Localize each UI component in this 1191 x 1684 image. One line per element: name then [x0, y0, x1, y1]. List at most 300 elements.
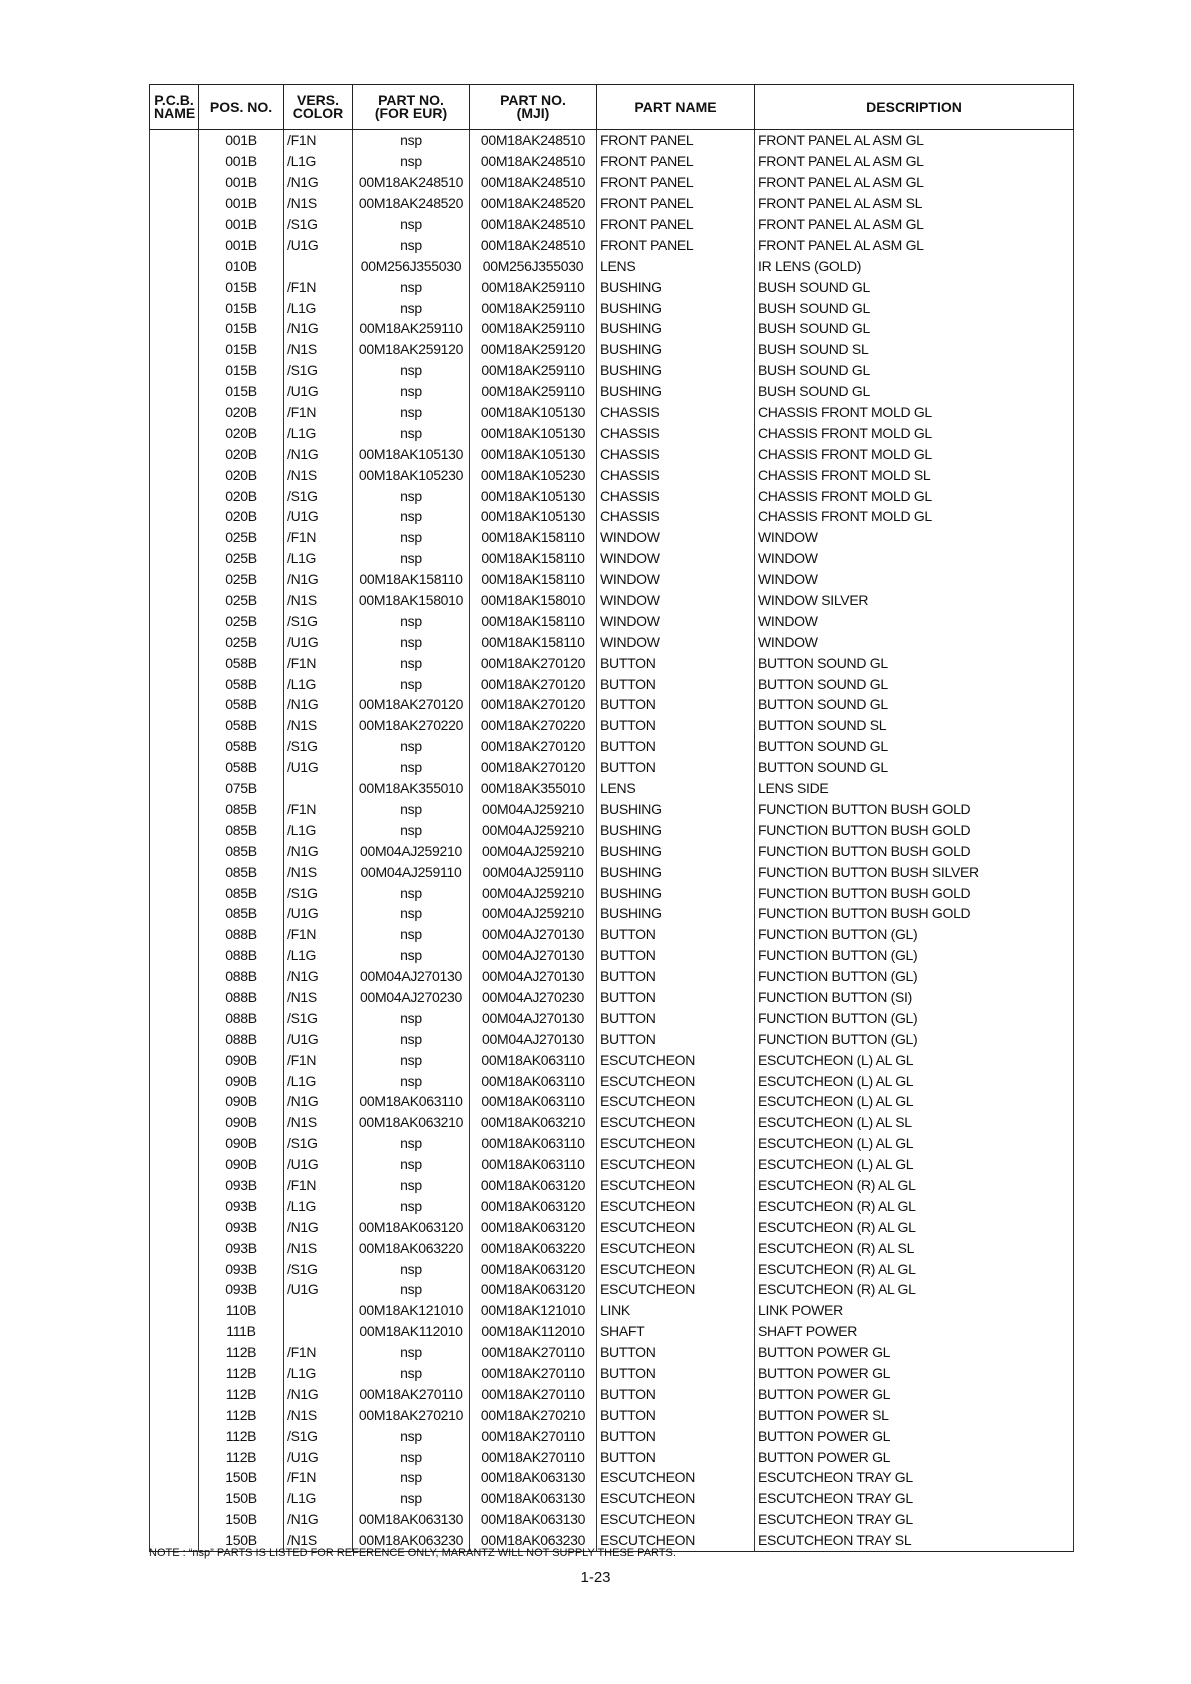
cell-vers-color: /L1G — [284, 422, 353, 443]
table-row — [150, 381, 1074, 402]
cell-part-no-eur: 00M18AK248510 — [353, 172, 470, 193]
cell-part-no-eur: nsp — [353, 234, 470, 255]
cell-pcb-name — [150, 151, 199, 172]
cell-pcb-name — [150, 1509, 199, 1530]
cell-pcb-name — [150, 443, 199, 464]
cell-part-no-mji: 00M18AK270210 — [470, 1404, 597, 1425]
cell-part-name: BUSHING — [597, 861, 755, 882]
cell-description: ESCUTCHEON (R) AL GL — [755, 1279, 1074, 1300]
cell-part-no-mji: 00M18AK158110 — [470, 610, 597, 631]
cell-pcb-name — [150, 1404, 199, 1425]
cell-pos-no: 025B — [199, 631, 284, 652]
cell-part-name: FRONT PANEL — [597, 151, 755, 172]
cell-part-no-mji: 00M18AK158110 — [470, 631, 597, 652]
cell-part-name: CHASSIS — [597, 485, 755, 506]
cell-part-no-mji: 00M18AK112010 — [470, 1321, 597, 1342]
cell-pcb-name — [150, 903, 199, 924]
cell-part-no-mji: 00M18AK105130 — [470, 402, 597, 423]
cell-part-no-eur: 00M18AK270120 — [353, 694, 470, 715]
cell-part-no-eur: nsp — [353, 1279, 470, 1300]
cell-pcb-name — [150, 1363, 199, 1384]
cell-pcb-name — [150, 1237, 199, 1258]
cell-vers-color: /N1G — [284, 840, 353, 861]
cell-description: ESCUTCHEON TRAY GL — [755, 1488, 1074, 1509]
cell-pcb-name — [150, 1300, 199, 1321]
cell-part-no-eur: nsp — [353, 1446, 470, 1467]
cell-vers-color: /U1G — [284, 1279, 353, 1300]
cell-part-name: ESCUTCHEON — [597, 1049, 755, 1070]
cell-part-no-mji: 00M18AK063230 — [470, 1530, 597, 1551]
cell-part-no-mji: 00M18AK270120 — [470, 652, 597, 673]
cell-part-no-eur: 00M18AK259110 — [353, 318, 470, 339]
cell-part-no-eur: 00M04AJ259210 — [353, 840, 470, 861]
cell-description: WINDOW — [755, 631, 1074, 652]
table-row — [150, 610, 1074, 631]
cell-part-name: BUTTON — [597, 715, 755, 736]
cell-pos-no: 088B — [199, 1028, 284, 1049]
cell-description: BUTTON SOUND GL — [755, 673, 1074, 694]
cell-vers-color: /S1G — [284, 610, 353, 631]
table-row — [150, 1279, 1074, 1300]
cell-description: ESCUTCHEON (R) AL GL — [755, 1216, 1074, 1237]
cell-vers-color: /F1N — [284, 924, 353, 945]
cell-pos-no: 001B — [199, 193, 284, 214]
table-row — [150, 130, 1074, 151]
cell-description: LENS SIDE — [755, 778, 1074, 799]
cell-description: SHAFT POWER — [755, 1321, 1074, 1342]
cell-part-no-mji: 00M18AK121010 — [470, 1300, 597, 1321]
cell-description: BUTTON SOUND GL — [755, 757, 1074, 778]
cell-part-name: CHASSIS — [597, 402, 755, 423]
table-row — [150, 799, 1074, 820]
cell-part-no-mji: 00M18AK063130 — [470, 1509, 597, 1530]
cell-pcb-name — [150, 1321, 199, 1342]
cell-pos-no: 058B — [199, 652, 284, 673]
cell-vers-color: /U1G — [284, 631, 353, 652]
cell-pcb-name — [150, 360, 199, 381]
cell-part-no-eur: 00M256J355030 — [353, 255, 470, 276]
cell-part-name: WINDOW — [597, 631, 755, 652]
table-row — [150, 590, 1074, 611]
footnote: NOTE : “nsp” PARTS IS LISTED FOR REFERENCE ONLY, MARANTZ WILL NOT SUPPLY THESE PARTS. — [149, 1547, 676, 1559]
table-row — [150, 172, 1074, 193]
cell-part-name: BUTTON — [597, 945, 755, 966]
cell-part-name: ESCUTCHEON — [597, 1091, 755, 1112]
cell-pos-no: 112B — [199, 1342, 284, 1363]
cell-vers-color: /U1G — [284, 1154, 353, 1175]
cell-part-no-mji: 00M18AK270110 — [470, 1383, 597, 1404]
table-row — [150, 987, 1074, 1008]
cell-part-no-eur: nsp — [353, 1133, 470, 1154]
cell-part-name: BUTTON — [597, 673, 755, 694]
cell-pos-no: 090B — [199, 1133, 284, 1154]
cell-part-name: WINDOW — [597, 548, 755, 569]
table-row — [150, 778, 1074, 799]
cell-part-name: WINDOW — [597, 527, 755, 548]
cell-vers-color: /S1G — [284, 882, 353, 903]
table-row — [150, 1467, 1074, 1488]
cell-pcb-name — [150, 1342, 199, 1363]
cell-part-no-mji: 00M18AK259110 — [470, 318, 597, 339]
cell-part-name: BUTTON — [597, 757, 755, 778]
cell-pcb-name — [150, 1049, 199, 1070]
cell-part-no-mji: 00M04AJ270130 — [470, 966, 597, 987]
cell-pos-no: 058B — [199, 757, 284, 778]
cell-vers-color — [284, 778, 353, 799]
table-row — [150, 1070, 1074, 1091]
cell-description: BUTTON SOUND GL — [755, 652, 1074, 673]
cell-pcb-name — [150, 1195, 199, 1216]
cell-part-no-eur: nsp — [353, 1258, 470, 1279]
table-row — [150, 1216, 1074, 1237]
cell-part-no-mji: 00M18AK063130 — [470, 1467, 597, 1488]
cell-pos-no: 058B — [199, 715, 284, 736]
cell-part-no-eur: 00M04AJ270130 — [353, 966, 470, 987]
cell-pcb-name — [150, 1425, 199, 1446]
cell-description: CHASSIS FRONT MOLD GL — [755, 485, 1074, 506]
cell-pcb-name — [150, 193, 199, 214]
cell-part-no-mji: 00M18AK270120 — [470, 757, 597, 778]
cell-description: BUSH SOUND GL — [755, 297, 1074, 318]
cell-part-no-eur: 00M18AK105130 — [353, 443, 470, 464]
table-row — [150, 1112, 1074, 1133]
table-row — [150, 1091, 1074, 1112]
cell-pos-no: 020B — [199, 443, 284, 464]
table-row — [150, 924, 1074, 945]
cell-part-name: BUSHING — [597, 903, 755, 924]
cell-part-name: LINK — [597, 1300, 755, 1321]
cell-part-no-eur: nsp — [353, 1007, 470, 1028]
cell-part-name: BUTTON — [597, 966, 755, 987]
cell-pcb-name — [150, 987, 199, 1008]
cell-vers-color: /U1G — [284, 1028, 353, 1049]
table-row — [150, 1007, 1074, 1028]
cell-pcb-name — [150, 610, 199, 631]
header-description: DESCRIPTION — [755, 85, 1074, 130]
cell-vers-color: /N1S — [284, 1404, 353, 1425]
cell-part-name: ESCUTCHEON — [597, 1467, 755, 1488]
cell-part-no-mji: 00M18AK158110 — [470, 527, 597, 548]
cell-pos-no: 112B — [199, 1383, 284, 1404]
cell-vers-color: /N1S — [284, 1112, 353, 1133]
cell-vers-color: /L1G — [284, 673, 353, 694]
cell-part-name: BUTTON — [597, 1446, 755, 1467]
cell-description: FUNCTION BUTTON BUSH GOLD — [755, 903, 1074, 924]
cell-part-no-mji: 00M18AK105130 — [470, 443, 597, 464]
cell-description: FUNCTION BUTTON (GL) — [755, 945, 1074, 966]
cell-description: FRONT PANEL AL ASM GL — [755, 172, 1074, 193]
cell-part-no-mji: 00M18AK063210 — [470, 1112, 597, 1133]
cell-pos-no: 112B — [199, 1446, 284, 1467]
cell-pcb-name — [150, 694, 199, 715]
table-row — [150, 736, 1074, 757]
cell-pcb-name — [150, 1175, 199, 1196]
cell-pos-no: 025B — [199, 527, 284, 548]
cell-part-no-eur: 00M18AK270220 — [353, 715, 470, 736]
table-row — [150, 214, 1074, 235]
table-row — [150, 1425, 1074, 1446]
cell-pcb-name — [150, 736, 199, 757]
cell-description: BUTTON POWER GL — [755, 1383, 1074, 1404]
cell-pos-no: 025B — [199, 590, 284, 611]
cell-pos-no: 150B — [199, 1530, 284, 1551]
cell-description: ESCUTCHEON (L) AL GL — [755, 1154, 1074, 1175]
cell-part-name: CHASSIS — [597, 506, 755, 527]
cell-vers-color: /F1N — [284, 1175, 353, 1196]
cell-description: FUNCTION BUTTON (GL) — [755, 924, 1074, 945]
cell-part-no-mji: 00M18AK063120 — [470, 1279, 597, 1300]
cell-pos-no: 111B — [199, 1321, 284, 1342]
table-row — [150, 1133, 1074, 1154]
cell-vers-color: /U1G — [284, 381, 353, 402]
cell-part-name: ESCUTCHEON — [597, 1258, 755, 1279]
cell-part-name: BUTTON — [597, 924, 755, 945]
cell-vers-color: /S1G — [284, 1425, 353, 1446]
table-row — [150, 1321, 1074, 1342]
cell-pos-no: 015B — [199, 318, 284, 339]
cell-vers-color: /S1G — [284, 1007, 353, 1028]
cell-pcb-name — [150, 819, 199, 840]
cell-pos-no: 058B — [199, 694, 284, 715]
cell-pcb-name — [150, 130, 199, 151]
table-row — [150, 966, 1074, 987]
cell-vers-color: /F1N — [284, 1467, 353, 1488]
cell-part-no-eur: nsp — [353, 381, 470, 402]
cell-pos-no: 088B — [199, 966, 284, 987]
cell-part-no-mji: 00M18AK158110 — [470, 569, 597, 590]
cell-part-name: WINDOW — [597, 610, 755, 631]
cell-part-name: BUTTON — [597, 694, 755, 715]
cell-description: FRONT PANEL AL ASM SL — [755, 193, 1074, 214]
parts-list-sheet — [149, 84, 1073, 1552]
cell-part-no-mji: 00M18AK248510 — [470, 234, 597, 255]
cell-vers-color: /U1G — [284, 1446, 353, 1467]
cell-pcb-name — [150, 966, 199, 987]
cell-vers-color: /N1S — [284, 193, 353, 214]
table-row — [150, 318, 1074, 339]
table-row — [150, 506, 1074, 527]
table-row — [150, 151, 1074, 172]
cell-part-name: BUSHING — [597, 360, 755, 381]
cell-part-name: LENS — [597, 255, 755, 276]
cell-part-no-eur: nsp — [353, 903, 470, 924]
cell-vers-color — [284, 1321, 353, 1342]
cell-vers-color: /L1G — [284, 1195, 353, 1216]
cell-part-name: FRONT PANEL — [597, 193, 755, 214]
cell-part-no-mji: 00M04AJ259210 — [470, 819, 597, 840]
cell-part-no-mji: 00M04AJ259210 — [470, 840, 597, 861]
cell-pcb-name — [150, 569, 199, 590]
header-pcb-name — [150, 85, 199, 130]
cell-part-no-mji: 00M18AK063120 — [470, 1258, 597, 1279]
cell-description: ESCUTCHEON (R) AL GL — [755, 1258, 1074, 1279]
cell-pcb-name — [150, 757, 199, 778]
cell-part-no-eur: nsp — [353, 610, 470, 631]
cell-part-name: BUTTON — [597, 1028, 755, 1049]
cell-part-no-eur: 00M18AK112010 — [353, 1321, 470, 1342]
table-row — [150, 861, 1074, 882]
cell-part-name: BUSHING — [597, 799, 755, 820]
cell-description: FUNCTION BUTTON BUSH GOLD — [755, 819, 1074, 840]
cell-vers-color: /N1G — [284, 1091, 353, 1112]
cell-part-no-mji: 00M18AK259110 — [470, 360, 597, 381]
cell-pos-no: 001B — [199, 172, 284, 193]
cell-description: FUNCTION BUTTON BUSH SILVER — [755, 861, 1074, 882]
cell-pcb-name — [150, 1446, 199, 1467]
cell-part-name: ESCUTCHEON — [597, 1530, 755, 1551]
cell-pcb-name — [150, 1216, 199, 1237]
cell-pcb-name — [150, 945, 199, 966]
cell-pos-no: 025B — [199, 548, 284, 569]
cell-part-no-eur: 00M18AK158010 — [353, 590, 470, 611]
cell-part-no-mji: 00M18AK259120 — [470, 339, 597, 360]
cell-part-no-eur: nsp — [353, 882, 470, 903]
table-row — [150, 1488, 1074, 1509]
cell-pos-no: 010B — [199, 255, 284, 276]
cell-vers-color: /N1S — [284, 715, 353, 736]
cell-vers-color: /N1S — [284, 590, 353, 611]
cell-pos-no: 085B — [199, 861, 284, 882]
cell-part-no-eur: 00M18AK063130 — [353, 1509, 470, 1530]
cell-description: ESCUTCHEON (L) AL GL — [755, 1070, 1074, 1091]
cell-pos-no: 150B — [199, 1509, 284, 1530]
table-row — [150, 757, 1074, 778]
cell-part-no-eur: nsp — [353, 276, 470, 297]
cell-pcb-name — [150, 840, 199, 861]
cell-description: FUNCTION BUTTON BUSH GOLD — [755, 840, 1074, 861]
cell-pos-no: 058B — [199, 736, 284, 757]
cell-description: FRONT PANEL AL ASM GL — [755, 151, 1074, 172]
cell-part-no-mji: 00M04AJ270230 — [470, 987, 597, 1008]
cell-pcb-name — [150, 339, 199, 360]
cell-description: BUSH SOUND GL — [755, 381, 1074, 402]
cell-pos-no: 015B — [199, 276, 284, 297]
cell-part-name: BUSHING — [597, 339, 755, 360]
cell-description: BUSH SOUND GL — [755, 276, 1074, 297]
cell-part-no-mji: 00M18AK270110 — [470, 1363, 597, 1384]
cell-part-name: BUSHING — [597, 318, 755, 339]
cell-vers-color: /U1G — [284, 757, 353, 778]
cell-pcb-name — [150, 1258, 199, 1279]
cell-pcb-name — [150, 673, 199, 694]
cell-part-no-mji: 00M18AK259110 — [470, 276, 597, 297]
cell-vers-color: /L1G — [284, 1363, 353, 1384]
cell-vers-color: /S1G — [284, 736, 353, 757]
cell-part-name: BUTTON — [597, 987, 755, 1008]
cell-part-no-mji: 00M04AJ270130 — [470, 1007, 597, 1028]
cell-description: BUTTON POWER GL — [755, 1425, 1074, 1446]
cell-part-no-eur: nsp — [353, 422, 470, 443]
cell-part-no-mji: 00M04AJ270130 — [470, 1028, 597, 1049]
header-part-name: PART NAME — [597, 85, 755, 130]
cell-description: ESCUTCHEON (L) AL GL — [755, 1133, 1074, 1154]
cell-pos-no: 020B — [199, 422, 284, 443]
cell-part-no-eur: nsp — [353, 1049, 470, 1070]
table-row — [150, 673, 1074, 694]
cell-description: BUTTON POWER GL — [755, 1446, 1074, 1467]
cell-part-no-eur: nsp — [353, 297, 470, 318]
cell-part-name: ESCUTCHEON — [597, 1195, 755, 1216]
cell-description: WINDOW SILVER — [755, 590, 1074, 611]
cell-part-name: BUSHING — [597, 381, 755, 402]
cell-pos-no: 088B — [199, 945, 284, 966]
table-row — [150, 276, 1074, 297]
cell-pos-no: 093B — [199, 1279, 284, 1300]
cell-part-no-mji: 00M04AJ259210 — [470, 903, 597, 924]
cell-part-no-eur: nsp — [353, 130, 470, 151]
table-row — [150, 527, 1074, 548]
table-row — [150, 819, 1074, 840]
cell-pcb-name — [150, 402, 199, 423]
cell-pos-no: 085B — [199, 903, 284, 924]
cell-pos-no: 112B — [199, 1404, 284, 1425]
table-row — [150, 1363, 1074, 1384]
cell-pcb-name — [150, 527, 199, 548]
cell-part-no-mji: 00M18AK248510 — [470, 151, 597, 172]
cell-part-no-mji: 00M256J355030 — [470, 255, 597, 276]
cell-pos-no: 001B — [199, 214, 284, 235]
cell-part-no-eur: 00M18AK248520 — [353, 193, 470, 214]
cell-part-no-eur: nsp — [353, 402, 470, 423]
cell-part-no-eur: 00M04AJ270230 — [353, 987, 470, 1008]
cell-pos-no: 020B — [199, 485, 284, 506]
table-row — [150, 339, 1074, 360]
cell-pcb-name — [150, 1154, 199, 1175]
cell-part-no-mji: 00M18AK063110 — [470, 1070, 597, 1091]
cell-pos-no: 015B — [199, 339, 284, 360]
table-row — [150, 1383, 1074, 1404]
cell-description: FUNCTION BUTTON (GL) — [755, 1028, 1074, 1049]
cell-vers-color — [284, 1300, 353, 1321]
cell-description: ESCUTCHEON (L) AL SL — [755, 1112, 1074, 1133]
cell-description: BUTTON POWER GL — [755, 1363, 1074, 1384]
cell-vers-color: /N1G — [284, 569, 353, 590]
cell-part-no-mji: 00M18AK158110 — [470, 548, 597, 569]
cell-pos-no: 112B — [199, 1363, 284, 1384]
cell-pos-no: 090B — [199, 1154, 284, 1175]
cell-description: BUTTON SOUND GL — [755, 736, 1074, 757]
cell-part-name: FRONT PANEL — [597, 234, 755, 255]
cell-part-no-mji: 00M18AK270110 — [470, 1446, 597, 1467]
cell-pos-no: 150B — [199, 1488, 284, 1509]
cell-part-no-eur: 00M18AK063120 — [353, 1216, 470, 1237]
cell-part-name: BUTTON — [597, 736, 755, 757]
cell-part-name: CHASSIS — [597, 422, 755, 443]
cell-part-name: LENS — [597, 778, 755, 799]
cell-vers-color: /S1G — [284, 485, 353, 506]
header-pcb-name-text: P.C.B. NAME — [154, 92, 196, 121]
cell-part-no-mji: 00M18AK248510 — [470, 172, 597, 193]
cell-pcb-name — [150, 1007, 199, 1028]
cell-pcb-name — [150, 318, 199, 339]
table-row — [150, 945, 1074, 966]
cell-part-no-mji: 00M18AK270120 — [470, 736, 597, 757]
cell-vers-color: /U1G — [284, 234, 353, 255]
cell-pcb-name — [150, 1467, 199, 1488]
cell-part-no-eur: 00M18AK063110 — [353, 1091, 470, 1112]
cell-part-no-mji: 00M18AK063120 — [470, 1195, 597, 1216]
cell-vers-color: /S1G — [284, 360, 353, 381]
cell-part-no-mji: 00M04AJ259210 — [470, 799, 597, 820]
cell-pos-no: 093B — [199, 1175, 284, 1196]
cell-pos-no: 085B — [199, 799, 284, 820]
cell-vers-color: /L1G — [284, 945, 353, 966]
cell-part-no-eur: 00M18AK063220 — [353, 1237, 470, 1258]
cell-vers-color: /U1G — [284, 506, 353, 527]
cell-part-no-eur: nsp — [353, 945, 470, 966]
cell-part-no-mji: 00M18AK355010 — [470, 778, 597, 799]
table-row — [150, 882, 1074, 903]
